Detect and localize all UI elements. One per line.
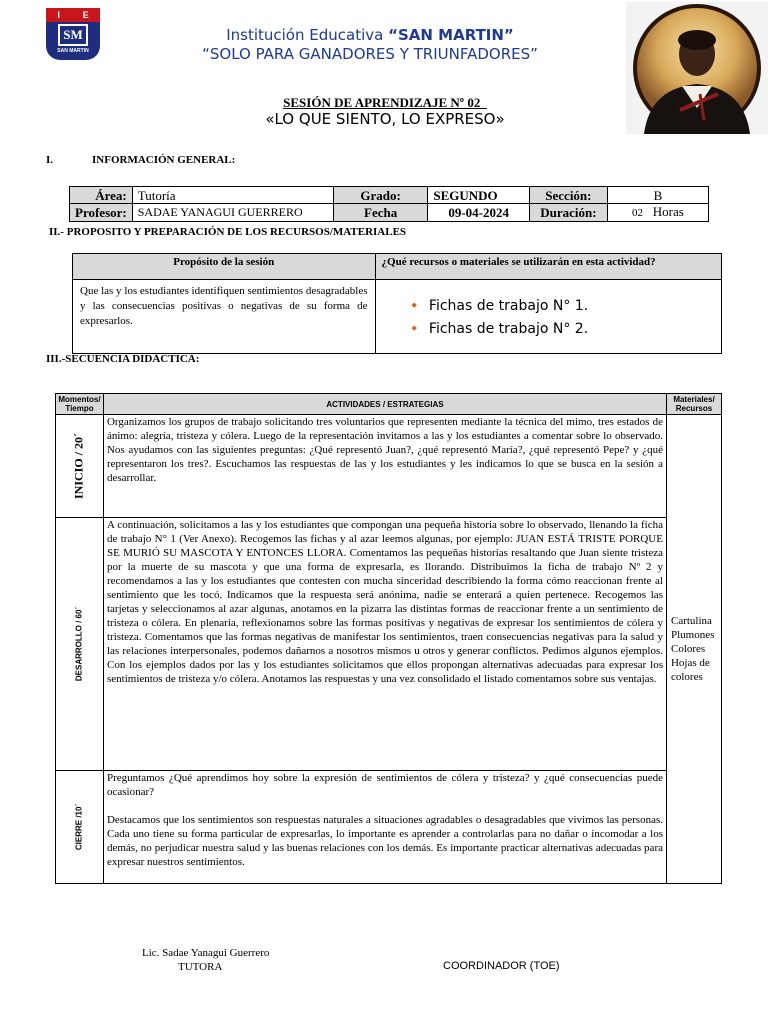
resources-header: Materiales/ Recursos	[666, 394, 721, 415]
session-subtitle: «LO QUE SIENTO, LO EXPRESO»	[265, 110, 505, 128]
section-label: Sección:	[529, 187, 607, 204]
duration-value: 02 Horas	[607, 204, 708, 222]
tutor-name: Lic. Sadae Yanagui Guerrero	[142, 947, 270, 959]
general-info-table	[69, 186, 709, 222]
materials-list	[376, 280, 721, 340]
date-label: Fecha	[333, 204, 427, 222]
materials-header: ¿Qué recursos o materiales se utilizarán en esta actividad?	[375, 254, 721, 280]
moment-desarrollo: DESARROLLO / 60´	[56, 518, 104, 771]
institution-header	[160, 26, 580, 64]
grade-label: Grado:	[333, 187, 427, 204]
grade-value: SEGUNDO	[428, 187, 530, 204]
teacher-value: SADAE YANAGUI GUERRERO	[132, 204, 333, 222]
area-label: Área:	[70, 187, 133, 204]
activity-inicio-text: Organizamos los grupos de trabajo solicitando tres voluntarios que representen mediante la técnica del mimo, tres estados de ánimo: alegría, tristeza y cólera. Luego de la representación invitamos a las y los estudiantes a comentar sobre lo observado. Nos ayudamos con las siguientes preguntas: ¿Qué representó Juan?, ¿qué representó María?, ¿qué representó Pepe? y ¿qué representaron los tres?. Escuchamos las respuestas de las y los estudiantes y les indicamos lo que se busca en la sesión a desarrollar.	[103, 415, 666, 518]
activities-header: ACTIVIDADES / ESTRATEGIAS	[103, 394, 666, 415]
activity-cierre	[103, 771, 666, 884]
area-value: Tutoría	[132, 187, 333, 204]
session-title: SESIÓN DE APRENDIZAJE Nº 02_	[283, 95, 487, 110]
date-value: 09-04-2024	[428, 204, 530, 222]
institution-prefix: Institución Educativa	[226, 26, 384, 44]
activity-cierre-text: Destacamos que los sentimientos son respuestas naturales a situaciones agradables o desagradables que vivimos las personas. Cada uno tiene su forma particular de expresarlas, lo importante es aprender a controlarlas para no dañar o incomodar a los demás, no perjudicar nuestra salud y las buenas relaciones con los demás. Es importante practicar alternativas adecuadas para expresar nuestros sentimientos.	[106, 814, 663, 868]
purpose-header: Propósito de la sesión	[73, 254, 376, 280]
section-value: B	[607, 187, 708, 204]
moments-header: Momentos/ Tiempo	[56, 394, 104, 415]
section-sequence-heading: III.-SECUENCIA DIDÁCTICA:	[46, 353, 200, 365]
section-purpose-heading: II.- PROPOSITO Y PREPARACIÓN DE LOS RECURSOS/MATERIALES	[49, 226, 407, 238]
activity-desarrollo-text: A continuación, solicitamos a las y los estudiantes que compongan una pequeña historia sobre lo observado, llenando la ficha de trabajo N° 1 (Ver Anexo). Recogemos las fichas y al azar leemos algunas, por ejemplo: JUAN ESTÁ TRISTE PORQUE SE MURIÓ SU MASCOTA Y ENTONCES LLORA. Comentamos las pequeñas historias resaltando que Juan siente tristeza por la muerte de su mascota y que una forma de expresarla, es llorando. Distribuimos la ficha de trabajo Nº 2 y recomendamos a las y los estudiantes que contesten con mucha sinceridad describiendo la forma cómo reaccionan frente al sentimiento que les tocó. Indicamos que la respuesta será anónima, nadie se enterará a quien pertenece. Recogemos las tarjetas y seleccionamos al azar algunas, anotamos en la pizarra las distintas formas de reaccionar frente a un sentimiento de tristeza o cólera. En plenaria, reflexionamos sobre las formas positivas y negativas de expresar los sentimientos de cólera y tristeza. Comentamos que las formas negativas de manifestar los sentimientos, traen consecuencias negativas para la salud y las relaciones interpersonales, podemos dañarnos a nosotros mismos u otros y generar conflictos. Pedimos algunos ejemplos. Con los ejemplos dados por las y los estudiantes solicitamos que ellos propongan alternativas adecuadas para expresar los sentimientos de tristeza y/o cólera. Anotamos las respuestas y una vez consolidado el listado comentamos sobre sus ventajas.	[103, 518, 666, 771]
moment-cierre: CIERRE /10´	[56, 771, 104, 884]
list-item: ◆ Fichas de trabajo N° 1.	[412, 294, 721, 317]
tutor-signature	[142, 946, 269, 974]
purpose-table	[72, 253, 722, 354]
institution-motto: “SOLO PARA GANADORES Y TRIUNFADORES”	[202, 45, 538, 63]
list-item: ◆ Fichas de trabajo N° 2.	[412, 317, 721, 340]
section-general-info-heading: I. INFORMACIÓN GENERAL:	[46, 154, 236, 166]
didactic-sequence-table	[55, 393, 722, 884]
activity-cierre-question: Preguntamos ¿Qué aprendimos hoy sobre la expresión de sentimientos de cólera y tristeza? y ¿qué consecuencias puede ocasionar?	[106, 772, 663, 798]
purpose-text: Que las y los estudiantes identifiquen sentimientos desagradables y las consecuencias positivas o negativas de su forma de expresarlos.	[73, 280, 376, 354]
school-logo: I E SM SAN MARTIN	[46, 8, 100, 60]
materials-cell	[375, 280, 721, 354]
resources-cell: Cartulina Plumones Colores Hojas de colores	[666, 415, 721, 884]
saint-portrait-image	[626, 2, 768, 134]
coordinator-signature: COORDINADOR (TOE)	[443, 960, 560, 972]
duration-label: Duración:	[529, 204, 607, 222]
institution-name: “SAN MARTIN”	[388, 26, 514, 44]
tutor-role: TUTORA	[178, 961, 223, 973]
moment-inicio: INICIO / 20´	[56, 415, 104, 518]
teacher-label: Profesor:	[70, 204, 133, 222]
